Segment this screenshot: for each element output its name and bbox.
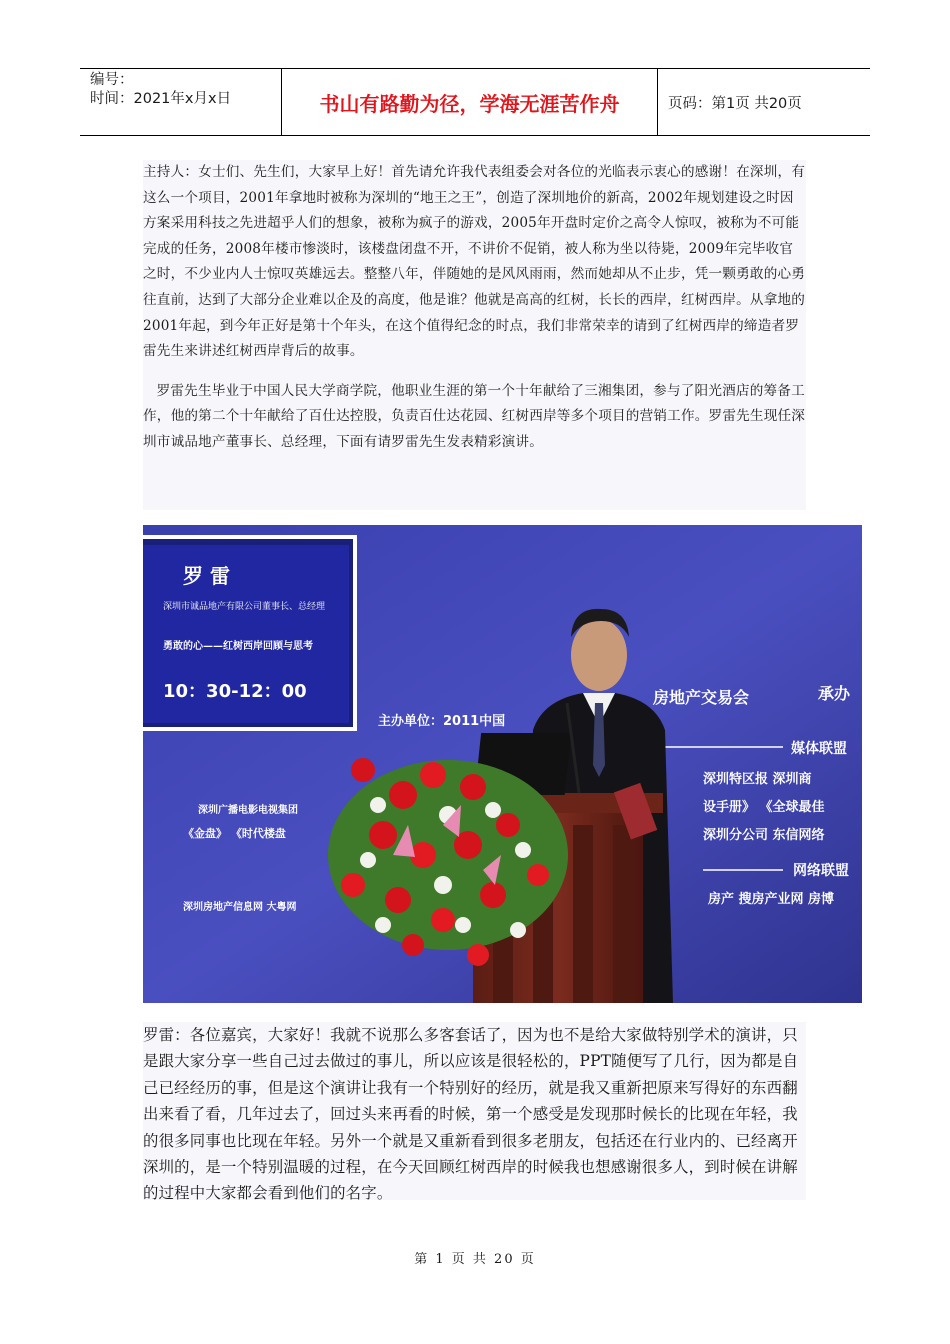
photo-tv: 深圳广播电影电视集团 [198, 805, 298, 816]
photo-net: 网络联盟 [793, 863, 849, 879]
intro-section [143, 160, 806, 510]
photo-time: 10：30-12：00 [163, 681, 307, 702]
page-footer: 第 1 页 共 20 页 [414, 1252, 536, 1267]
header-page-info: 页码：第1页 共20页 [668, 95, 802, 112]
speech-paragraph: 罗雷：各位嘉宾，大家好！我就不说那么多客套话了，因为也不是给大家做特别学术的演讲，只是跟大家分享一些自己过去做过的事儿，所以应该是很轻松的，PPT随便写了几行，因为都是自己已经经历的事，但是这个演讲让我有一个特别好的经历，就是我又重新把原来写得好的东西翻出来看了看，几年过去了，回过头来再看的时候，第一个感受是发现那时候长的比现在年轻，我的很多同事也比现在年轻。另外一个就是又重新看到很多老朋友，包括还在行业内的、已经离开深圳的，是一个特别温暖的过程，在今天回顾红树西岸的时候我也想感谢很多人，到时候在讲解的过程中大家都会看到他们的名字。 [143, 1026, 799, 1203]
speech-section [143, 1022, 806, 1203]
photo-net2: 房产 搜房产业网 房博 [708, 892, 835, 907]
date-label: 时间：2021年x月x日 [90, 91, 232, 107]
number-label: 编号： [90, 72, 134, 88]
photo-contractor: 承办 [818, 684, 851, 703]
speaker-photo [143, 525, 862, 1003]
photo-sponsors2: 设手册》 《全球最佳 [703, 800, 825, 815]
photo-sponsors1: 深圳特区报 深圳商 [703, 772, 812, 787]
speaker-bio-paragraph: 罗雷先生毕业于中国人民大学商学院，他职业生涯的第一个十年献给了三湘集团，参与了阳光酒店的筹备工作，他的第二个十年献给了百仕达控股，负责百仕达花园、红树西岸等多个项目的营销工作。罗雷先生现任深圳市诚品地产董事长、总经理，下面有请罗雷先生发表精彩演讲。 [143, 382, 806, 450]
photo-sponsors3: 深圳分公司 东信网络 [703, 828, 825, 843]
photo-mag: 《金盘》 《时代楼盘 [183, 827, 286, 840]
photo-organizer: 主办单位：2011中国 [378, 714, 506, 729]
photo-expo: 房地产交易会 [653, 688, 750, 707]
photo-topic: 勇敢的心——红树西岸回顾与思考 [163, 641, 313, 652]
host-paragraph: 主持人：女士们、先生们，大家早上好！首先请允许我代表组委会对各位的光临表示衷心的感谢！在深圳，有这么一个项目，2001年拿地时被称为深圳的“地王之王”，创造了深圳地价的新高，2002年规划建设之时因方案采用科技之先进超乎人们的想象，被称为疯子的游戏，2005年开盘时定价之高令人惊叹，被称为不可能完成的任务，2008年楼市惨淡时，该楼盘闭盘不开，不讲价不促销，被人称为坐以待毙，2009年完毕收官之时，不少业内人士惊叹英雄远去。整整八年，伴随她的是风风雨雨，然而她却从不止步，凭一颗勇敢的心勇往直前，达到了大部分企业难以企及的高度，他是谁？他就是高高的红树，长长的西岸，红树西岸。从拿地的2001年起，到今年正好是第十个年头，在这个值得纪念的时点，我们非常荣幸的请到了红树西岸的缔造者罗雷先生来讲述红树西岸背后的故事。 [143, 164, 806, 360]
photo-net3: 深圳房地产信息网 大粤网 [183, 902, 297, 913]
photo-speaker-title: 深圳市诚品地产有限公司董事长、总经理 [163, 602, 326, 612]
photo-speaker-name: 罗 雷 [183, 564, 230, 588]
header-motto: 书山有路勤为径，学海无涯苦作舟 [282, 69, 658, 135]
photo-media: 媒体联盟 [791, 741, 847, 757]
header-meta [80, 69, 282, 135]
document-header [80, 68, 870, 136]
